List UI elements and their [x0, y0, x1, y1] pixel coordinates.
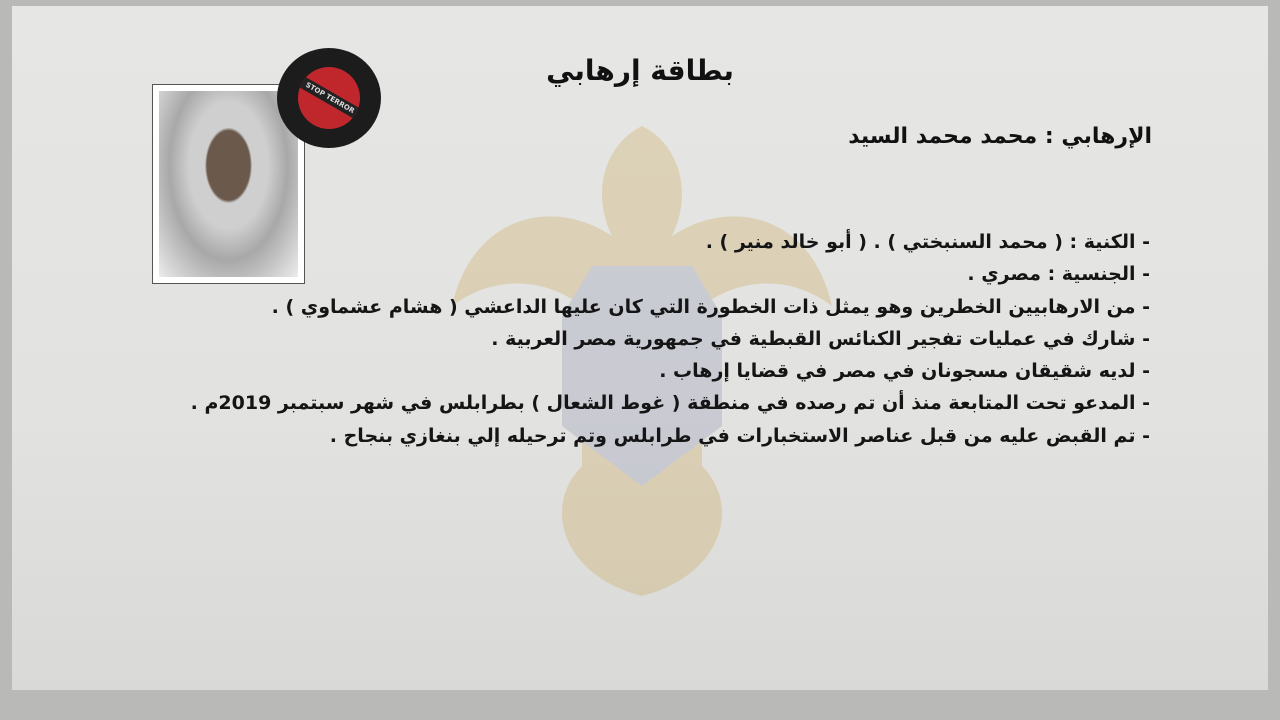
list-item: - الكنية : ( محمد السنبختي ) . ( أبو خالد منير ) .: [705, 231, 1150, 253]
list-item: - الجنسية : مصري .: [967, 263, 1150, 286]
list-item: - من الارهابيين الخطرين وهو يمثل ذات الخطورة التي كان عليها الداعشي ( هشام عشماوي ) .: [271, 295, 1150, 318]
list-item: - شارك في عمليات تفجير الكنائس القبطية في جمهورية مصر العربية .: [491, 327, 1150, 350]
badge-text: STOP TERROR: [298, 72, 360, 124]
list-item: - لديه شقيقان مسجونان في مصر في قضايا إرهاب .: [659, 360, 1150, 383]
list-item: - تم القبض عليه من قبل عناصر الاستخبارات في طرابلس وتم ترحيله إلي بنغازي بنجاح .: [329, 424, 1150, 447]
card-title: بطاقة إرهابي: [546, 54, 734, 87]
suspect-name: الإرهابي : محمد محمد السيد: [848, 124, 1152, 149]
list-item: - المدعو تحت المتابعة منذ أن تم رصده في منطقة ( غوط الشعال ) بطرابلس في شهر سبتمبر 2019م .: [190, 392, 1150, 415]
details-list: [191, 226, 1150, 452]
